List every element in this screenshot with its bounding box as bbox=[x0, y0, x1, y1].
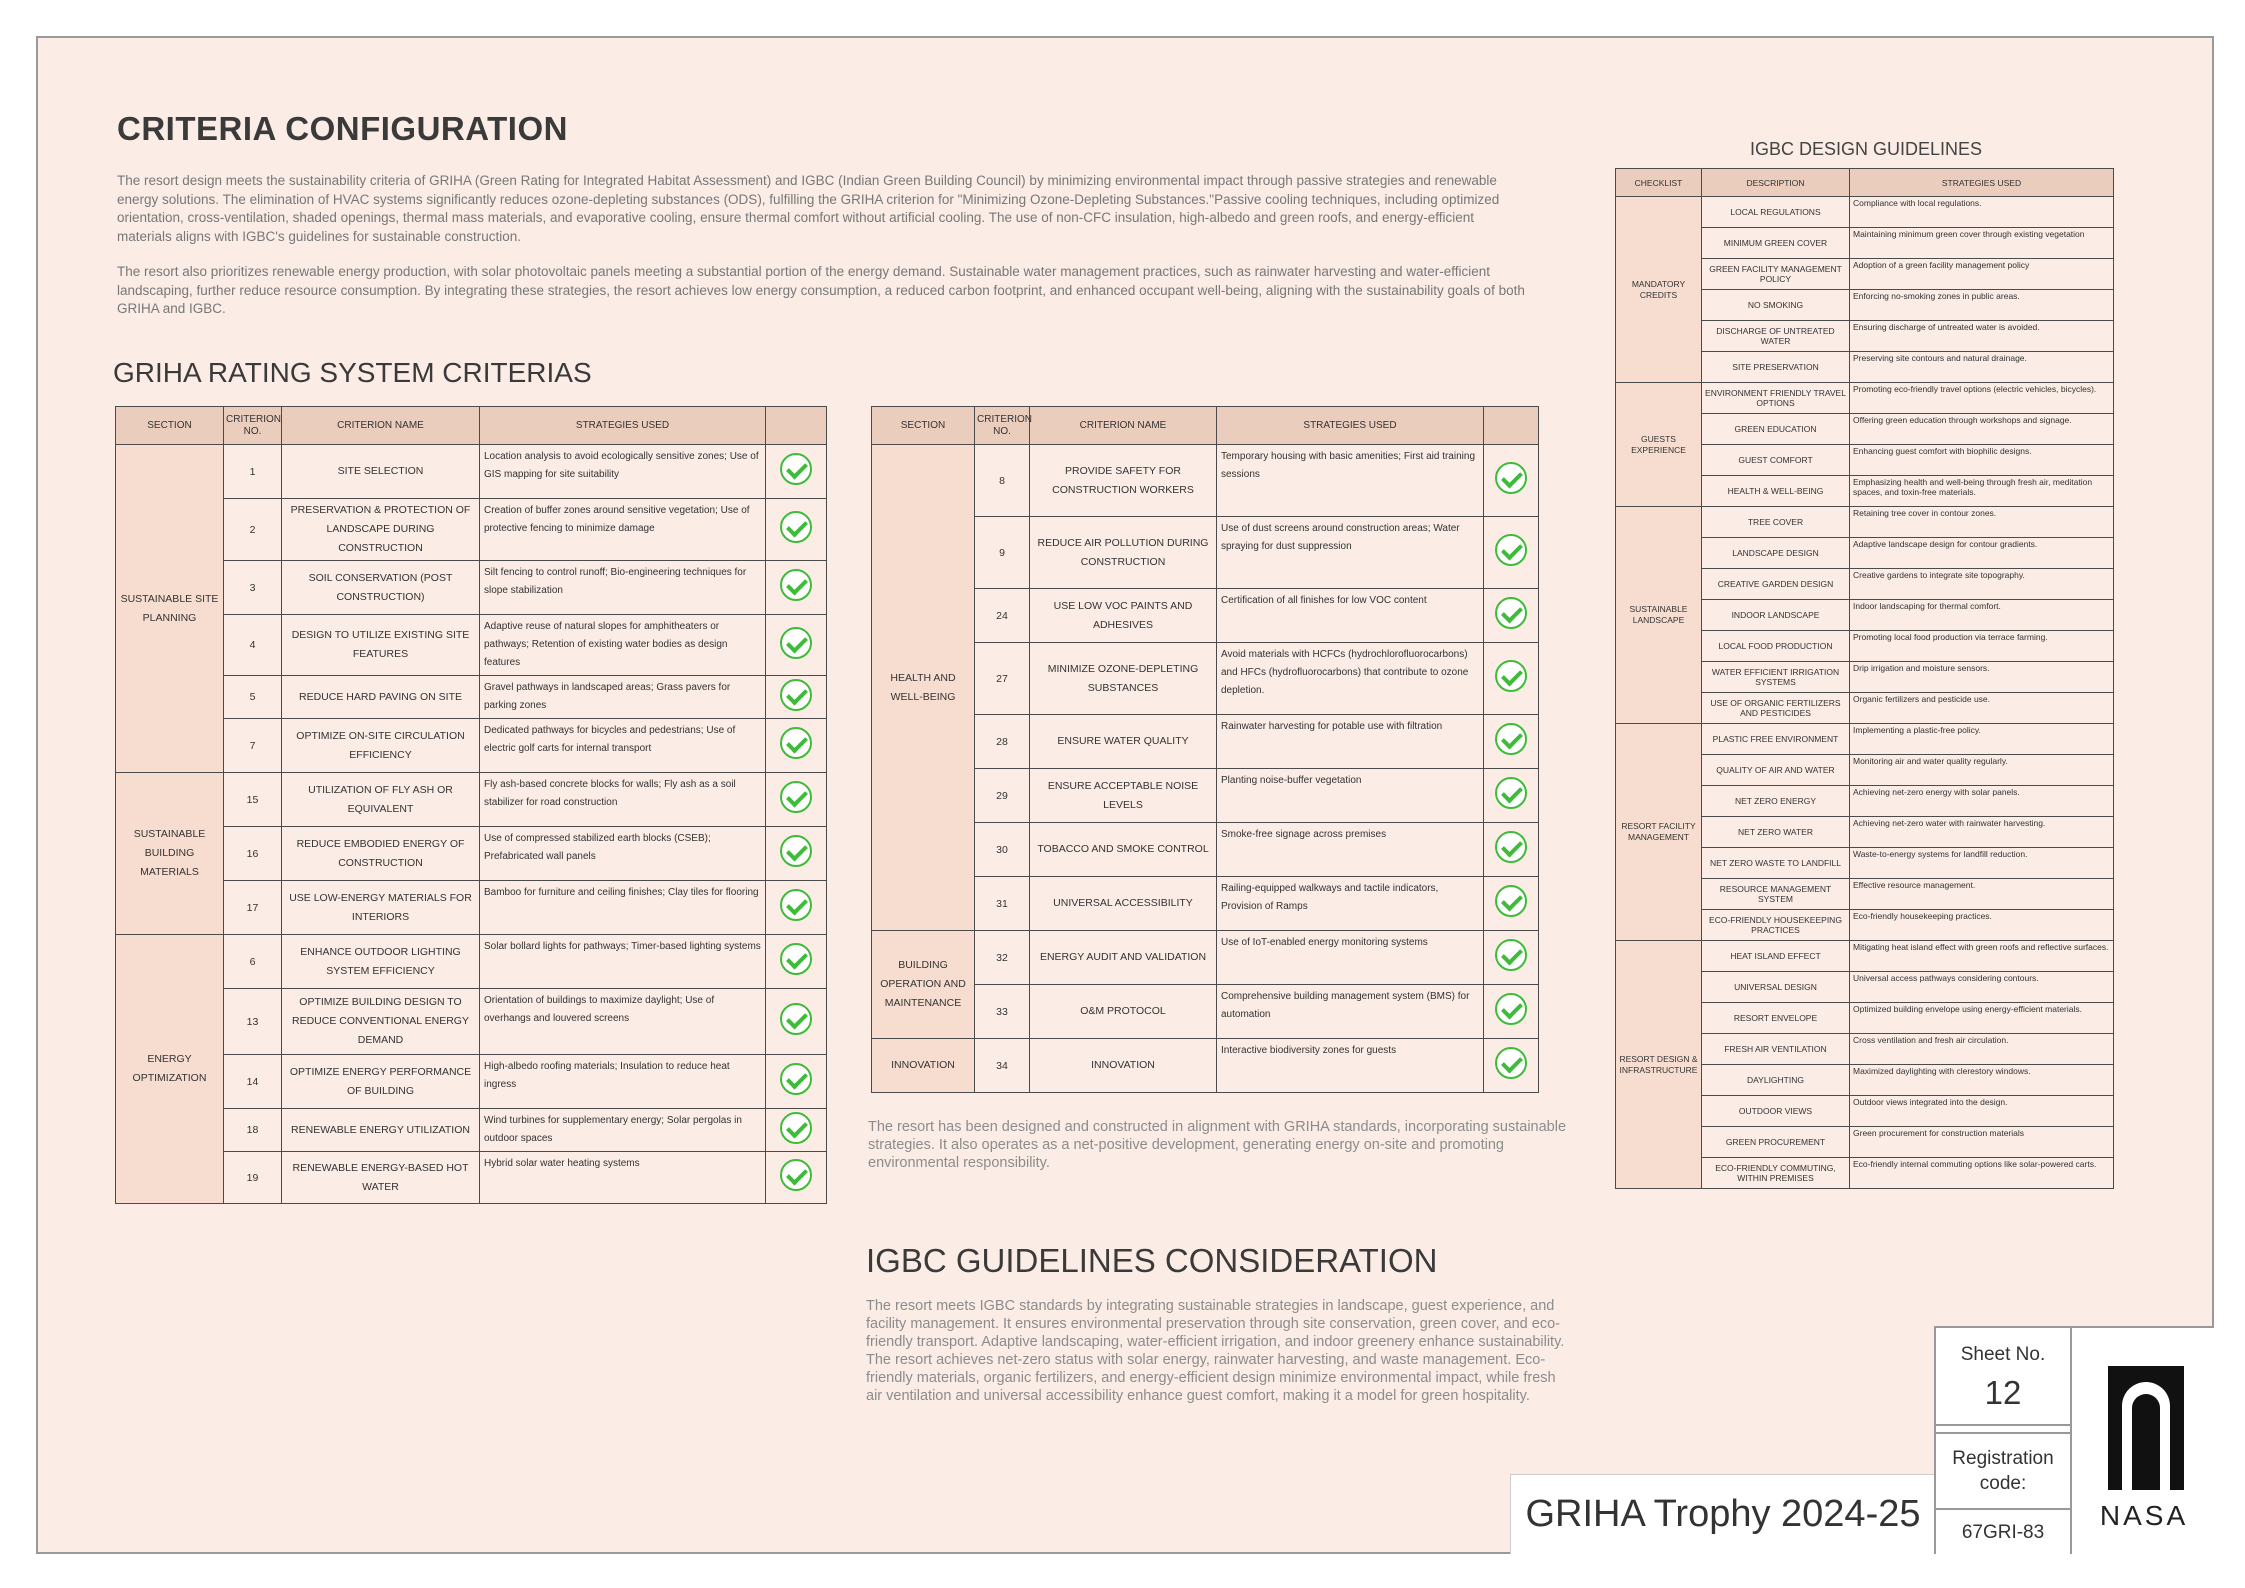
criterion-name: ENHANCE OUTDOOR LIGHTING SYSTEM EFFICIENCY bbox=[282, 935, 480, 989]
strategy-cell: Wind turbines for supplementary energy; Solar pergolas in outdoor spaces bbox=[480, 1109, 766, 1152]
check-cell bbox=[1484, 445, 1539, 517]
table-row bbox=[116, 773, 827, 827]
strategy-cell: Bamboo for furniture and ceiling finishes; Clay tiles for flooring bbox=[480, 881, 766, 935]
sheet-label: Sheet No. bbox=[1960, 1344, 2046, 1365]
col-header: STRATEGIES USED bbox=[1850, 169, 2114, 197]
criterion-name: MINIMIZE OZONE-DEPLETING SUBSTANCES bbox=[1030, 643, 1217, 715]
criterion-name: PRESERVATION & PROTECTION OF LANDSCAPE DURING CONSTRUCTION bbox=[282, 499, 480, 561]
section-cell: INNOVATION bbox=[872, 1039, 975, 1093]
criterion-name: UNIVERSAL ACCESSIBILITY bbox=[1030, 877, 1217, 931]
criterion-name: TOBACCO AND SMOKE CONTROL bbox=[1030, 823, 1217, 877]
criterion-number: 13 bbox=[224, 989, 282, 1055]
table-row bbox=[116, 935, 827, 989]
check-cell bbox=[766, 561, 827, 615]
strategy-cell: Use of dust screens around construction areas; Water spraying for dust suppression bbox=[1217, 517, 1484, 589]
strategy-cell: Certification of all finishes for low VOC content bbox=[1217, 589, 1484, 643]
criterion-name: RENEWABLE ENERGY-BASED HOT WATER bbox=[282, 1152, 480, 1204]
description-cell: MINIMUM GREEN COVER bbox=[1702, 228, 1850, 259]
check-cell bbox=[1484, 931, 1539, 985]
checkmark-icon bbox=[1495, 939, 1527, 971]
check-cell bbox=[766, 1109, 827, 1152]
strategy-cell: Green procurement for construction materials bbox=[1850, 1127, 2114, 1158]
checkmark-icon bbox=[1495, 723, 1527, 755]
strategy-cell: Adoption of a green facility management policy bbox=[1850, 259, 2114, 290]
strategy-cell: Orientation of buildings to maximize daylight; Use of overhangs and louvered screens bbox=[480, 989, 766, 1055]
check-cell bbox=[766, 445, 827, 499]
strategy-cell: Adaptive landscape design for contour gradients. bbox=[1850, 538, 2114, 569]
checkmark-icon bbox=[780, 1063, 812, 1095]
description-cell: NET ZERO ENERGY bbox=[1702, 786, 1850, 817]
checkmark-icon bbox=[1495, 885, 1527, 917]
description-cell: NO SMOKING bbox=[1702, 290, 1850, 321]
checkmark-icon bbox=[780, 1003, 812, 1035]
section-cell: HEALTH AND WELL-BEING bbox=[872, 445, 975, 931]
checkmark-icon bbox=[1495, 777, 1527, 809]
check-cell bbox=[766, 773, 827, 827]
description-cell: CREATIVE GARDEN DESIGN bbox=[1702, 569, 1850, 600]
strategy-cell: Effective resource management. bbox=[1850, 879, 2114, 910]
section-cell: SUSTAINABLE SITE PLANNING bbox=[116, 445, 224, 773]
strategy-cell: Compliance with local regulations. bbox=[1850, 197, 2114, 228]
criterion-number: 18 bbox=[224, 1109, 282, 1152]
criterion-name: DESIGN TO UTILIZE EXISTING SITE FEATURES bbox=[282, 615, 480, 676]
criterion-name: OPTIMIZE BUILDING DESIGN TO REDUCE CONVENTIONAL ENERGY DEMAND bbox=[282, 989, 480, 1055]
description-cell: LANDSCAPE DESIGN bbox=[1702, 538, 1850, 569]
col-header: CHECKLIST bbox=[1616, 169, 1702, 197]
strategy-cell: Ensuring discharge of untreated water is avoided. bbox=[1850, 321, 2114, 352]
strategy-cell: Emphasizing health and well-being through fresh air, meditation spaces, and toxin-free materials. bbox=[1850, 476, 2114, 507]
strategy-cell: Retaining tree cover in contour zones. bbox=[1850, 507, 2114, 538]
check-cell bbox=[766, 989, 827, 1055]
arch-logo-icon bbox=[2108, 1366, 2184, 1490]
checkmark-icon bbox=[780, 889, 812, 921]
check-cell bbox=[1484, 517, 1539, 589]
check-cell bbox=[766, 1152, 827, 1204]
checkmark-icon bbox=[1495, 993, 1527, 1025]
strategy-cell: Achieving net-zero water with rainwater harvesting. bbox=[1850, 817, 2114, 848]
strategy-cell: Adaptive reuse of natural slopes for amphitheaters or pathways; Retention of existing water bodies as design features bbox=[480, 615, 766, 676]
table-row bbox=[1616, 383, 2114, 414]
strategy-cell: Maximized daylighting with clerestory windows. bbox=[1850, 1065, 2114, 1096]
criterion-number: 32 bbox=[975, 931, 1030, 985]
criterion-name: ENSURE ACCEPTABLE NOISE LEVELS bbox=[1030, 769, 1217, 823]
check-cell bbox=[766, 676, 827, 719]
strategy-cell: High-albedo roofing materials; Insulation to reduce heat ingress bbox=[480, 1055, 766, 1109]
strategy-cell: Silt fencing to control runoff; Bio-engineering techniques for slope stabilization bbox=[480, 561, 766, 615]
description-cell: INDOOR LANDSCAPE bbox=[1702, 600, 1850, 631]
strategy-cell: Implementing a plastic-free policy. bbox=[1850, 724, 2114, 755]
intro-text bbox=[117, 172, 1527, 336]
strategy-cell: Hybrid solar water heating systems bbox=[480, 1152, 766, 1204]
trophy-label: GRIHA Trophy 2024-25 bbox=[1510, 1474, 1935, 1554]
section-cell: ENERGY OPTIMIZATION bbox=[116, 935, 224, 1204]
description-cell: ECO-FRIENDLY COMMUTING, WITHIN PREMISES bbox=[1702, 1158, 1850, 1189]
strategy-cell: Use of compressed stabilized earth blocks (CSEB); Prefabricated wall panels bbox=[480, 827, 766, 881]
check-cell bbox=[1484, 769, 1539, 823]
checkmark-icon bbox=[780, 835, 812, 867]
griha-title: GRIHA RATING SYSTEM CRITERIAS bbox=[113, 357, 592, 388]
checkmark-icon bbox=[780, 679, 812, 711]
criterion-name: ENSURE WATER QUALITY bbox=[1030, 715, 1217, 769]
criterion-number: 3 bbox=[224, 561, 282, 615]
checklist-cell: RESORT FACILITY MANAGEMENT bbox=[1616, 724, 1702, 941]
description-cell: ECO-FRIENDLY HOUSEKEEPING PRACTICES bbox=[1702, 910, 1850, 941]
intro-paragraph: The resort also prioritizes renewable energy production, with solar photovoltaic panels meeting a substantial portion of the energy demand. Sustainable water management practices, such as rainwater harvesting and water-efficient landscaping, further reduce resource consumption. By integrating these strategies, the resort achieves low energy consumption, a reduced carbon footprint, and enhanced occupant well-being, aligning with the sustainability goals of both GRIHA and IGBC. bbox=[117, 264, 1525, 316]
strategy-cell: Outdoor views integrated into the design. bbox=[1850, 1096, 2114, 1127]
criterion-number: 29 bbox=[975, 769, 1030, 823]
strategy-cell: Indoor landscaping for thermal comfort. bbox=[1850, 600, 2114, 631]
divider bbox=[1936, 1508, 2070, 1510]
check-cell bbox=[1484, 823, 1539, 877]
table-row bbox=[1616, 507, 2114, 538]
intro-paragraph: The resort design meets the sustainability criteria of GRIHA (Green Rating for Integrated Habitat Assessment) and IGBC (Indian Green Building Council) by minimizing environmental impact through passive strategies and renewable energy solutions. The elimination of HVAC systems significantly reduces ozone-depleting substances (ODS), fulfilling the GRIHA criterion for "Minimizing Ozone-Depleting Substances."Passive cooling techniques, including optimized orientation, cross-ventilation, shaded openings, thermal mass materials, and evaporative cooling, ensure thermal comfort without artificial cooling. The use of non-CFC insulation, high-albedo and green roofs, and energy-efficient materials aligns with IGBC's guidelines for sustainable construction. bbox=[117, 173, 1500, 244]
page-title: CRITERIA CONFIGURATION bbox=[117, 110, 568, 147]
criterion-number: 31 bbox=[975, 877, 1030, 931]
check-cell bbox=[766, 615, 827, 676]
criterion-number: 27 bbox=[975, 643, 1030, 715]
description-cell: OUTDOOR VIEWS bbox=[1702, 1096, 1850, 1127]
description-cell: PLASTIC FREE ENVIRONMENT bbox=[1702, 724, 1850, 755]
strategy-cell: Cross ventilation and fresh air circulation. bbox=[1850, 1034, 2114, 1065]
strategy-cell: Eco-friendly internal commuting options like solar-powered carts. bbox=[1850, 1158, 2114, 1189]
strategy-cell: Temporary housing with basic amenities; First aid training sessions bbox=[1217, 445, 1484, 517]
strategy-cell: Location analysis to avoid ecologically sensitive zones; Use of GIS mapping for site suitability bbox=[480, 445, 766, 499]
criterion-name: USE LOW-ENERGY MATERIALS FOR INTERIORS bbox=[282, 881, 480, 935]
table-row bbox=[116, 445, 827, 499]
strategy-cell: Optimized building envelope using energy-efficient materials. bbox=[1850, 1003, 2114, 1034]
igbc-consideration-title: IGBC GUIDELINES CONSIDERATION bbox=[866, 1242, 1438, 1279]
sheet-info bbox=[1934, 1326, 2070, 1554]
criterion-number: 9 bbox=[975, 517, 1030, 589]
col-header: SECTION bbox=[872, 407, 975, 445]
igbc-table-title: IGBC DESIGN GUIDELINES bbox=[1750, 139, 1983, 159]
criterion-number: 4 bbox=[224, 615, 282, 676]
criterion-number: 14 bbox=[224, 1055, 282, 1109]
table-row bbox=[1616, 724, 2114, 755]
strategy-cell: Monitoring air and water quality regularly. bbox=[1850, 755, 2114, 786]
criterion-number: 15 bbox=[224, 773, 282, 827]
strategy-cell: Interactive biodiversity zones for guests bbox=[1217, 1039, 1484, 1093]
col-header bbox=[1484, 407, 1539, 445]
checkmark-icon bbox=[780, 781, 812, 813]
criterion-number: 7 bbox=[224, 719, 282, 773]
divider bbox=[1936, 1424, 2070, 1434]
criterion-name: RENEWABLE ENERGY UTILIZATION bbox=[282, 1109, 480, 1152]
checkmark-icon bbox=[1495, 831, 1527, 863]
col-header: CRITERION NAME bbox=[1030, 407, 1217, 445]
check-cell bbox=[766, 881, 827, 935]
strategy-cell: Achieving net-zero energy with solar panels. bbox=[1850, 786, 2114, 817]
criterion-number: 8 bbox=[975, 445, 1030, 517]
strategy-cell: Universal access pathways considering contours. bbox=[1850, 972, 2114, 1003]
check-cell bbox=[1484, 589, 1539, 643]
description-cell: GREEN PROCUREMENT bbox=[1702, 1127, 1850, 1158]
col-header: STRATEGIES USED bbox=[480, 407, 766, 445]
checkmark-icon bbox=[1495, 660, 1527, 692]
description-cell: QUALITY OF AIR AND WATER bbox=[1702, 755, 1850, 786]
checkmark-icon bbox=[780, 727, 812, 759]
criterion-name: SOIL CONSERVATION (POST CONSTRUCTION) bbox=[282, 561, 480, 615]
description-cell: HEALTH & WELL-BEING bbox=[1702, 476, 1850, 507]
criterion-name: O&M PROTOCOL bbox=[1030, 985, 1217, 1039]
check-cell bbox=[766, 827, 827, 881]
description-cell: GREEN EDUCATION bbox=[1702, 414, 1850, 445]
strategy-cell: Promoting eco-friendly travel options (electric vehicles, bicycles). bbox=[1850, 383, 2114, 414]
description-cell: FRESH AIR VENTILATION bbox=[1702, 1034, 1850, 1065]
criterion-name: ENERGY AUDIT AND VALIDATION bbox=[1030, 931, 1217, 985]
criterion-number: 5 bbox=[224, 676, 282, 719]
criterion-name: PROVIDE SAFETY FOR CONSTRUCTION WORKERS bbox=[1030, 445, 1217, 517]
criterion-number: 28 bbox=[975, 715, 1030, 769]
table-row bbox=[872, 445, 1539, 517]
description-cell: SITE PRESERVATION bbox=[1702, 352, 1850, 383]
griha-table-left bbox=[115, 406, 827, 1204]
strategy-cell: Preserving site contours and natural drainage. bbox=[1850, 352, 2114, 383]
checklist-cell: RESORT DESIGN & INFRASTRUCTURE bbox=[1616, 941, 1702, 1189]
nasa-logo-text: NASA bbox=[2099, 1500, 2189, 1531]
description-cell: LOCAL REGULATIONS bbox=[1702, 197, 1850, 228]
checkmark-icon bbox=[780, 1159, 812, 1191]
checklist-cell: MANDATORY CREDITS bbox=[1616, 197, 1702, 383]
checkmark-icon bbox=[780, 569, 812, 601]
description-cell: GREEN FACILITY MANAGEMENT POLICY bbox=[1702, 259, 1850, 290]
criterion-name: USE LOW VOC PAINTS AND ADHESIVES bbox=[1030, 589, 1217, 643]
check-cell bbox=[1484, 643, 1539, 715]
checkmark-icon bbox=[1495, 1047, 1527, 1079]
strategy-cell: Maintaining minimum green cover through existing vegetation bbox=[1850, 228, 2114, 259]
col-header bbox=[766, 407, 827, 445]
table-row bbox=[1616, 941, 2114, 972]
table-row bbox=[872, 1039, 1539, 1093]
description-cell: DISCHARGE OF UNTREATED WATER bbox=[1702, 321, 1850, 352]
strategy-cell: Enforcing no-smoking zones in public areas. bbox=[1850, 290, 2114, 321]
strategy-cell: Fly ash-based concrete blocks for walls; Fly ash as a soil stabilizer for road construction bbox=[480, 773, 766, 827]
strategy-cell: Eco-friendly housekeeping practices. bbox=[1850, 910, 2114, 941]
criterion-name: INNOVATION bbox=[1030, 1039, 1217, 1093]
strategy-cell: Gravel pathways in landscaped areas; Grass pavers for parking zones bbox=[480, 676, 766, 719]
strategy-cell: Drip irrigation and moisture sensors. bbox=[1850, 662, 2114, 693]
description-cell: LOCAL FOOD PRODUCTION bbox=[1702, 631, 1850, 662]
strategy-cell: Solar bollard lights for pathways; Timer-based lighting systems bbox=[480, 935, 766, 989]
criterion-number: 2 bbox=[224, 499, 282, 561]
table-row bbox=[1616, 197, 2114, 228]
description-cell: ENVIRONMENT FRIENDLY TRAVEL OPTIONS bbox=[1702, 383, 1850, 414]
checkmark-icon bbox=[1495, 534, 1527, 566]
col-header: DESCRIPTION bbox=[1702, 169, 1850, 197]
criterion-name: REDUCE HARD PAVING ON SITE bbox=[282, 676, 480, 719]
criterion-number: 6 bbox=[224, 935, 282, 989]
checkmark-icon bbox=[780, 943, 812, 975]
check-cell bbox=[766, 935, 827, 989]
col-header: CRITERION NAME bbox=[282, 407, 480, 445]
checklist-cell: GUESTS EXPERIENCE bbox=[1616, 383, 1702, 507]
strategy-cell: Dedicated pathways for bicycles and pedestrians; Use of electric golf carts for internal transport bbox=[480, 719, 766, 773]
strategy-cell: Creation of buffer zones around sensitive vegetation; Use of protective fencing to minimize damage bbox=[480, 499, 766, 561]
nasa-logo bbox=[2070, 1326, 2214, 1554]
strategy-cell: Promoting local food production via terrace farming. bbox=[1850, 631, 2114, 662]
description-cell: GUEST COMFORT bbox=[1702, 445, 1850, 476]
check-cell bbox=[766, 1055, 827, 1109]
description-cell: RESOURCE MANAGEMENT SYSTEM bbox=[1702, 879, 1850, 910]
col-header: STRATEGIES USED bbox=[1217, 407, 1484, 445]
griha-note: The resort has been designed and constructed in alignment with GRIHA standards, incorporating sustainable strategies. It also operates as a net-positive development, generating energy on-site and promoting environmental responsibility. bbox=[868, 1119, 1567, 1171]
description-cell: HEAT ISLAND EFFECT bbox=[1702, 941, 1850, 972]
criterion-number: 33 bbox=[975, 985, 1030, 1039]
criterion-number: 16 bbox=[224, 827, 282, 881]
criterion-number: 19 bbox=[224, 1152, 282, 1204]
registration-label: Registration code: bbox=[1952, 1448, 2054, 1494]
criterion-name: OPTIMIZE ENERGY PERFORMANCE OF BUILDING bbox=[282, 1055, 480, 1109]
description-cell: USE OF ORGANIC FERTILIZERS AND PESTICIDES bbox=[1702, 693, 1850, 724]
table-row bbox=[872, 931, 1539, 985]
criterion-name: UTILIZATION OF FLY ASH OR EQUIVALENT bbox=[282, 773, 480, 827]
criterion-name: REDUCE AIR POLLUTION DURING CONSTRUCTION bbox=[1030, 517, 1217, 589]
criterion-number: 30 bbox=[975, 823, 1030, 877]
strategy-cell: Organic fertilizers and pesticide use. bbox=[1850, 693, 2114, 724]
description-cell: UNIVERSAL DESIGN bbox=[1702, 972, 1850, 1003]
col-header: SECTION bbox=[116, 407, 224, 445]
criterion-name: OPTIMIZE ON-SITE CIRCULATION EFFICIENCY bbox=[282, 719, 480, 773]
strategy-cell: Smoke-free signage across premises bbox=[1217, 823, 1484, 877]
strategy-cell: Comprehensive building management system (BMS) for automation bbox=[1217, 985, 1484, 1039]
checkmark-icon bbox=[780, 511, 812, 543]
igbc-table bbox=[1615, 168, 2114, 1189]
strategy-cell: Waste-to-energy systems for landfill reduction. bbox=[1850, 848, 2114, 879]
check-cell bbox=[766, 719, 827, 773]
section-cell: SUSTAINABLE BUILDING MATERIALS bbox=[116, 773, 224, 935]
criterion-name: SITE SELECTION bbox=[282, 445, 480, 499]
criterion-number: 1 bbox=[224, 445, 282, 499]
griha-table-right bbox=[871, 406, 1539, 1093]
checkmark-icon bbox=[780, 453, 812, 485]
registration-code: 67GRI-83 bbox=[1961, 1522, 2045, 1543]
checkmark-icon bbox=[780, 627, 812, 659]
check-cell bbox=[1484, 985, 1539, 1039]
checklist-cell: SUSTAINABLE LANDSCAPE bbox=[1616, 507, 1702, 724]
strategy-cell: Creative gardens to integrate site topography. bbox=[1850, 569, 2114, 600]
criterion-number: 24 bbox=[975, 589, 1030, 643]
strategy-cell: Planting noise-buffer vegetation bbox=[1217, 769, 1484, 823]
strategy-cell: Use of IoT-enabled energy monitoring systems bbox=[1217, 931, 1484, 985]
criterion-number: 17 bbox=[224, 881, 282, 935]
sheet-number: 12 bbox=[1984, 1374, 2022, 1411]
check-cell bbox=[1484, 715, 1539, 769]
strategy-cell: Offering green education through workshops and signage. bbox=[1850, 414, 2114, 445]
strategy-cell: Mitigating heat island effect with green roofs and reflective surfaces. bbox=[1850, 941, 2114, 972]
checkmark-icon bbox=[1495, 462, 1527, 494]
col-header: CRITERION NO. bbox=[975, 407, 1030, 445]
igbc-consideration-text: The resort meets IGBC standards by integrating sustainable strategies in landscape, guest experience, and facility management. It ensures environmental preservation through site conservation, green cover, and eco-friendly transport. Adaptive landscaping, water-efficient irrigation, and indoor greenery enhance sustainability. The resort achieves net-zero status with solar energy, rainwater harvesting, and waste management. Eco-friendly materials, organic fertilizers, and energy-efficient design minimize environmental impact, while fresh air ventilation and universal accessibility enhance guest comfort, making it a model for green hospitality. bbox=[866, 1298, 1565, 1404]
description-cell: RESORT ENVELOPE bbox=[1702, 1003, 1850, 1034]
description-cell: WATER EFFICIENT IRRIGATION SYSTEMS bbox=[1702, 662, 1850, 693]
criterion-number: 34 bbox=[975, 1039, 1030, 1093]
check-cell bbox=[766, 499, 827, 561]
description-cell: DAYLIGHTING bbox=[1702, 1065, 1850, 1096]
strategy-cell: Enhancing guest comfort with biophilic designs. bbox=[1850, 445, 2114, 476]
section-cell: BUILDING OPERATION AND MAINTENANCE bbox=[872, 931, 975, 1039]
description-cell: TREE COVER bbox=[1702, 507, 1850, 538]
strategy-cell: Avoid materials with HCFCs (hydrochlorofluorocarbons) and HFCs (hydrofluorocarbons) that contribute to ozone depletion. bbox=[1217, 643, 1484, 715]
checkmark-icon bbox=[1495, 597, 1527, 629]
checkmark-icon bbox=[780, 1112, 812, 1144]
criterion-name: REDUCE EMBODIED ENERGY OF CONSTRUCTION bbox=[282, 827, 480, 881]
description-cell: NET ZERO WATER bbox=[1702, 817, 1850, 848]
check-cell bbox=[1484, 877, 1539, 931]
strategy-cell: Railing-equipped walkways and tactile indicators, Provision of Ramps bbox=[1217, 877, 1484, 931]
description-cell: NET ZERO WASTE TO LANDFILL bbox=[1702, 848, 1850, 879]
check-cell bbox=[1484, 1039, 1539, 1093]
col-header: CRITERION NO. bbox=[224, 407, 282, 445]
strategy-cell: Rainwater harvesting for potable use with filtration bbox=[1217, 715, 1484, 769]
